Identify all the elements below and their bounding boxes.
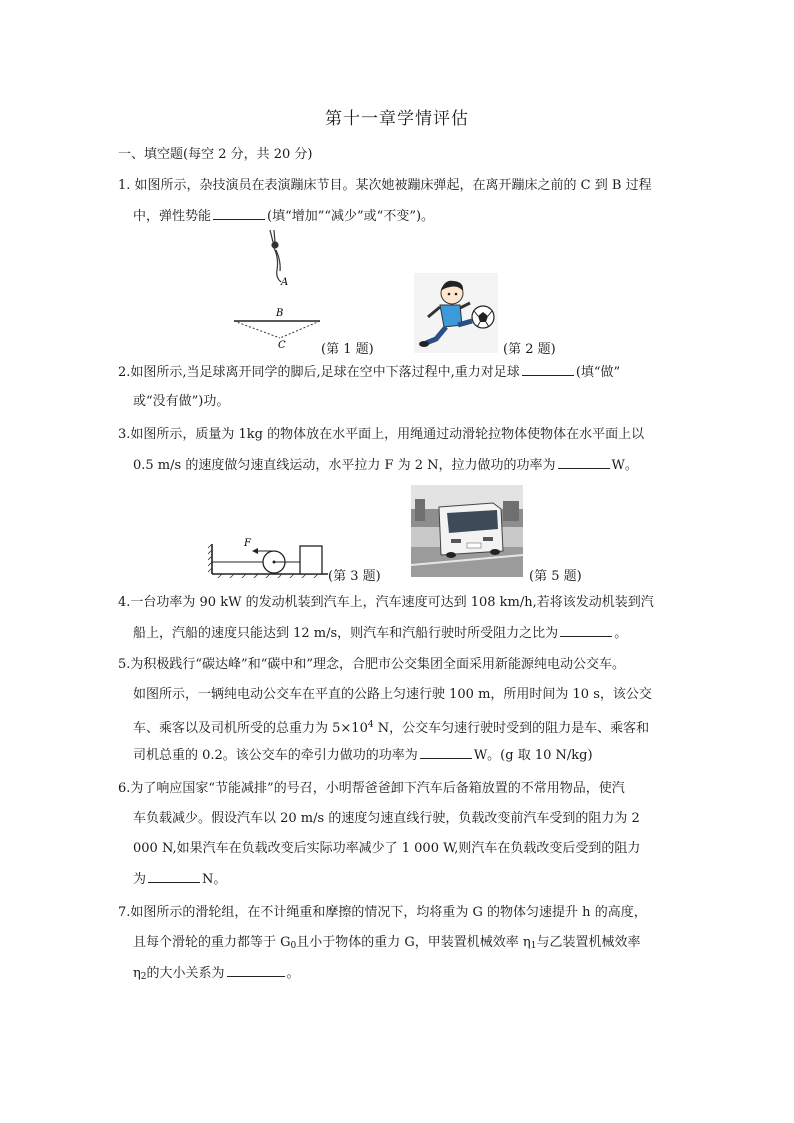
- soccer-ball-icon: [472, 306, 494, 328]
- fig5-caption: (第 5 题): [529, 569, 582, 584]
- pulley-figure: [208, 534, 332, 578]
- q5-line3: [133, 716, 649, 738]
- q5-line1: 5.为积极践行“碳达峰”和“碳中和”理念，合肥市公交集团全面采用新能源纯电动公交车。: [118, 657, 625, 672]
- q2-text-end: (填“做”: [575, 365, 621, 380]
- q2-line1: [118, 363, 620, 382]
- q6-text: 为: [133, 872, 147, 887]
- label-c: C: [278, 340, 286, 351]
- answer-blank[interactable]: [558, 456, 610, 469]
- q3-text: 0.5 m/s 的速度做匀速直线运动，水平拉力 F 为 2 N，拉力做功的功率为: [133, 458, 556, 473]
- q7-eta: η: [133, 966, 141, 981]
- q7-line2: [133, 934, 640, 955]
- answer-blank[interactable]: [522, 363, 574, 376]
- q7-text-cont-2: 与乙装置机械效率: [536, 935, 641, 950]
- soccer-figure: [414, 273, 498, 353]
- label-a: A: [281, 277, 289, 288]
- q5-text-2: 司机总重的 0.2。该公交车的牵引力做功的功率为: [133, 748, 418, 763]
- label-f: F: [244, 538, 251, 549]
- q3-line1: 3.如图所示，质量为 1kg 的物体放在水平面上，用绳通过动滑轮拉物体使物体在水平面上以: [118, 427, 645, 442]
- q3-line2: [133, 456, 638, 475]
- q7-text: 且每个滑轮的重力都等于 G: [133, 935, 291, 950]
- q4-text-end: 。: [614, 626, 628, 641]
- q4-line1: 4.一台功率为 90 kW 的发动机装到汽车上，汽车速度可达到 108 km/h,若将该发动机装到汽: [118, 595, 654, 610]
- fig2-caption: (第 2 题): [503, 342, 556, 357]
- q1-line2: [133, 207, 434, 226]
- q4-line2: [133, 624, 627, 643]
- block-object: [300, 546, 322, 574]
- bus-photo: [411, 485, 523, 577]
- q6-text-end: N。: [202, 872, 227, 887]
- force-arrow-icon: [252, 548, 258, 554]
- q5-line2: 如图所示，一辆纯电动公交车在平直的公路上匀速行驶 100 m，所用时间为 10 s，该公交: [133, 687, 652, 702]
- answer-blank[interactable]: [560, 624, 612, 637]
- q6-line1: 6.为了响应国家“节能减排”的号召，小明帮爸爸卸下汽车后备箱放置的不常用物品，使汽: [118, 781, 625, 796]
- answer-blank[interactable]: [420, 746, 472, 759]
- q3-text-end: W。: [611, 458, 638, 473]
- acrobat-icon: [270, 230, 281, 282]
- section-heading: 一、填空题(每空 2 分，共 20 分): [118, 147, 313, 162]
- trampoline-stretch-left: [234, 321, 280, 338]
- q6-line3: 000 N,如果汽车在负载改变后实际功率减少了 1 000 W,则汽车在负载改变后受到的阻力: [133, 841, 641, 856]
- fig1-caption: (第 1 题): [321, 342, 374, 357]
- bus-icon: [439, 503, 503, 558]
- q7-line1: 7.如图所示的滑轮组，在不计绳重和摩擦的情况下，均将重为 G 的物体匀速提升 h 的高度，: [118, 905, 647, 920]
- q5-line4: [133, 746, 593, 765]
- q1-text-end: (填“增加”“减少”或“不变”)。: [267, 209, 435, 224]
- q6-line2: 车负载减少。假设汽车以 20 m/s 的速度匀速直线行驶，负载改变前汽车受到的阻力为 2: [133, 811, 640, 826]
- q5-text-cont: N，公交车匀速行驶时受到的阻力是车、乘客和: [373, 721, 650, 736]
- q4-text: 船上，汽船的速度只能达到 12 m/s，则汽车和汽船行驶时所受阻力之比为: [133, 626, 559, 641]
- q2-line2: 或“没有做”)功。: [133, 394, 230, 409]
- q7-text-3: 的大小关系为: [146, 966, 225, 981]
- q6-line4: [133, 870, 226, 889]
- q7-subscript-3: 2: [140, 972, 147, 982]
- fig3-caption: (第 3 题): [328, 569, 381, 584]
- q2-text: 2.如图所示,当足球离开同学的脚后,足球在空中下落过程中,重力对足球: [118, 365, 520, 380]
- q7-line3: [133, 964, 300, 986]
- q5-text: 车、乘客以及司机所受的总重力为 5×10: [133, 721, 368, 736]
- trampoline-figure: [228, 228, 324, 352]
- q1-line1: 1. 如图所示，杂技演员在表演蹦床节目。某次她被蹦床弹起，在离开蹦床之前的 C 到 B 过程: [118, 178, 652, 193]
- answer-blank[interactable]: [213, 207, 265, 220]
- q7-text-cont: 且小于物体的重力 G，甲装置机械效率 η: [296, 935, 531, 950]
- q7-text-end: 。: [286, 966, 300, 981]
- page-title: 第十一章学情评估: [325, 109, 469, 129]
- q7-subscript-2: 1: [530, 941, 537, 951]
- q5-exponent: 4: [367, 720, 374, 730]
- answer-blank[interactable]: [227, 964, 285, 977]
- q5-text-end: W。(g 取 10 N/kg): [473, 748, 593, 763]
- q1-text: 中，弹性势能: [133, 209, 212, 224]
- label-b: B: [276, 308, 284, 319]
- q7-subscript: 0: [290, 941, 297, 951]
- answer-blank[interactable]: [148, 870, 200, 883]
- trampoline-stretch-right: [280, 321, 320, 338]
